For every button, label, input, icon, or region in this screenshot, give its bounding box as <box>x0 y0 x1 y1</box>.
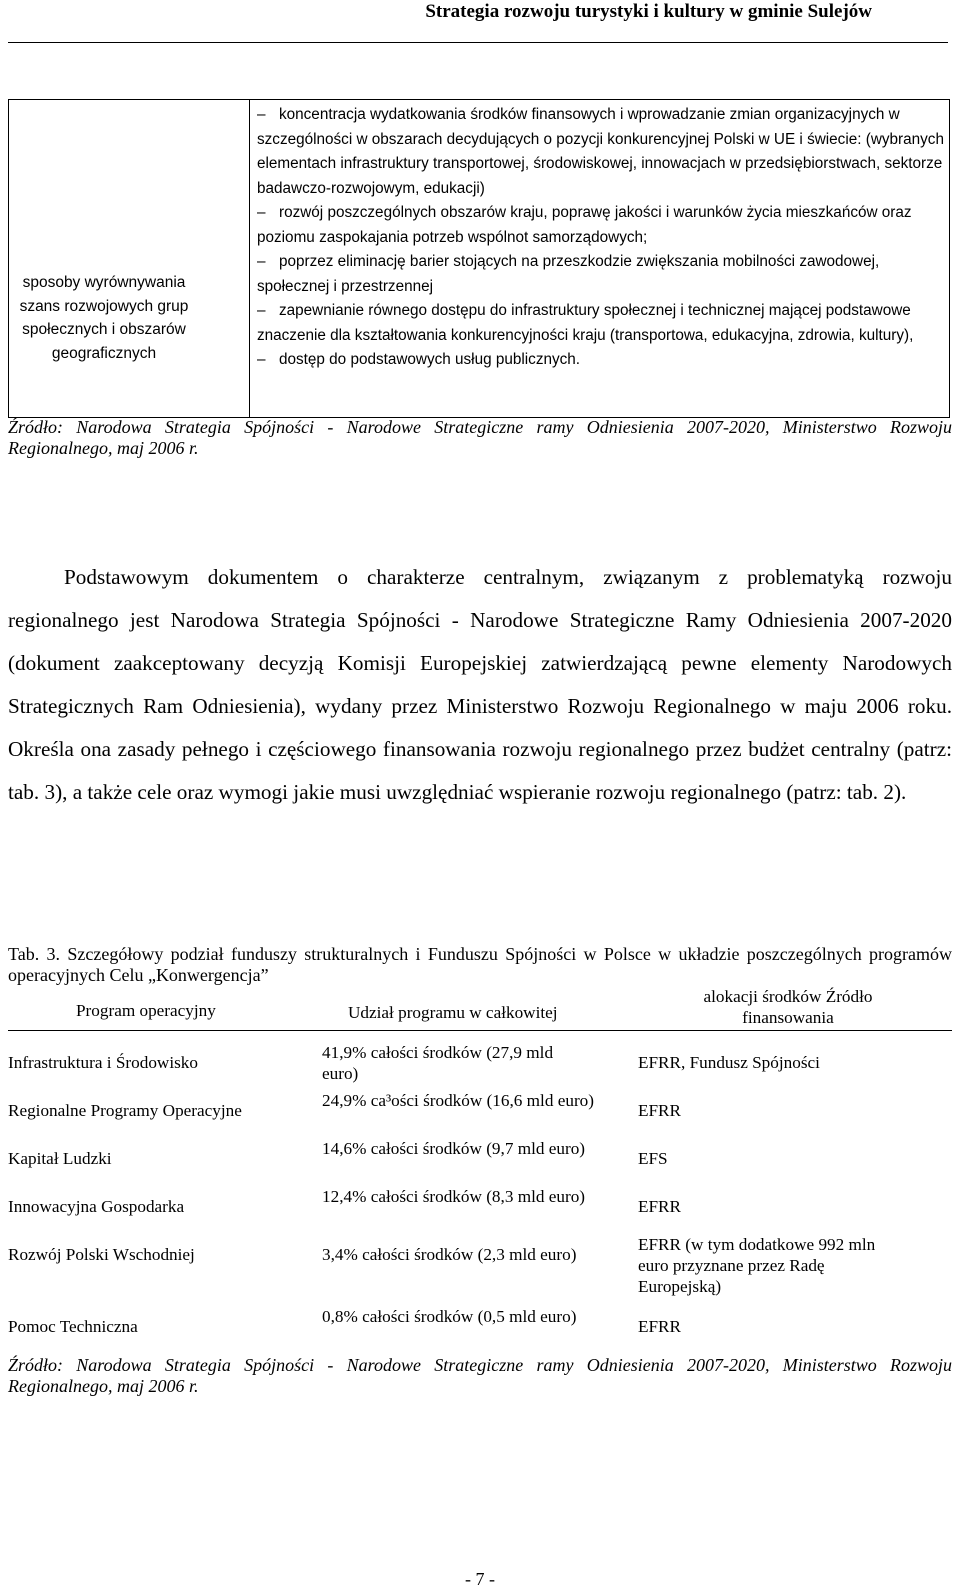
cell-program: Rozwój Polski Wschodniej <box>8 1245 195 1264</box>
dash-bullet: – <box>257 253 266 270</box>
running-header: Strategia rozwoju turystyki i kultury w gminie Sulejów <box>425 1 872 22</box>
cell-source: EFS <box>638 1149 668 1168</box>
cell-source: EFRR, Fundusz Spójności <box>638 1053 820 1072</box>
source-note: Źródło: Narodowa Strategia Spójności - Narodowe Strategiczne ramy Odniesienia 2007-2020, Ministerstwo Rozwoju Regionalnego, maj 2006 r. <box>8 417 952 458</box>
row-label: sposoby wyrównywania szans rozwojowych grup społecznych i obszarów geograficznych <box>19 274 189 362</box>
cell-share: 14,6% całości środków (9,7 mld euro) <box>322 1139 586 1158</box>
cell-share: 12,4% całości środków (8,3 mld euro) <box>322 1187 586 1206</box>
cell-source: EFRR (w tym dodatkowe 992 mln euro przyznane przez Radę Europejską) <box>638 1235 876 1296</box>
cell-share: 24,9% ca³ości środków (16,6 mld euro) <box>322 1091 594 1110</box>
cell-program: Kapitał Ludzki <box>8 1149 112 1168</box>
dash-bullet: – <box>257 106 266 123</box>
body-paragraph: Podstawowym dokumentem o charakterze centralnym, związanym z problematyką rozwoju regionalnego jest Narodowa Strategia Spójności - Narodowe Strategiczne Ramy Odniesienia 2007-2020 (dokument zaakceptowany decyzją Komisji Europejskiej zatwierdzającą pewne elementy Narodowych Strategicznych Ram Odniesienia), wydany przez Ministerstwo Rozwoju Regionalnego w maju 2006 roku. Określa ona zasady pełnego i częściowego finansowania rozwoju regionalnego przez budżet centralny (patrz: tab. 3), a także cele oraz wymogi jakie musi uwzględniać wspieranie rozwoju regionalnego (patrz: tab. 2). <box>8 565 952 804</box>
list-item: – poprzez eliminację barier stojących na przeszkodzie zwiększania mobilności zawodowej, społecznej i przestrzennej <box>257 250 947 299</box>
list-item: – rozwój poszczególnych obszarów kraju, poprawę jakości i warunków życia mieszkańców oraz poziomu zaspokajania potrzeb wspólnot samorządowych; <box>257 201 947 250</box>
cell-program: Regionalne Programy Operacyjne <box>8 1101 242 1120</box>
list-item: – koncentracja wydatkowania środków finansowych i wprowadzanie zmian organizacyjnych w szczególności w obszarach decydujących o pozycji konkurencyjnej Polski w UE i świecie: (wybranych elementach infrastruktury transportowej, środowiskowej, innowacjach w przedsiębiorstwach, sektorze badawczo-rozwojowym, edukacji) <box>257 103 947 201</box>
header-program: Program operacyjny <box>76 1001 216 1020</box>
dash-bullet: – <box>257 351 266 368</box>
cell-share: 41,9% całości środków (27,9 mld euro) <box>322 1043 554 1083</box>
table-row <box>8 1086 952 1134</box>
cell-source: EFRR <box>638 1197 681 1216</box>
table-row <box>8 1134 952 1182</box>
cell-share: 3,4% całości środków (2,3 mld euro) <box>322 1245 577 1264</box>
source-note: Źródło: Narodowa Strategia Spójności - Narodowe Strategiczne ramy Odniesienia 2007-2020, Ministerstwo Rozwoju Regionalnego, maj 2006 r. <box>8 1355 952 1396</box>
header-rule <box>8 42 948 43</box>
objectives-table <box>8 99 950 418</box>
header-rule <box>8 1030 952 1031</box>
cell-source: EFRR <box>638 1101 681 1120</box>
table-row <box>8 1302 952 1350</box>
header-source: alokacji środków Źródło finansowania <box>703 987 873 1027</box>
cell-program: Pomoc Techniczna <box>8 1317 138 1336</box>
table-column-divider <box>249 100 250 417</box>
objectives-list <box>257 103 947 373</box>
table-row <box>8 1038 952 1086</box>
cell-program: Infrastruktura i Środowisko <box>8 1053 198 1072</box>
table-caption: Tab. 3. Szczegółowy podział funduszy strukturalnych i Funduszu Spójności w Polsce w układzie poszczególnych programów operacyjnych Celu „Konwergencja” <box>8 944 952 985</box>
list-item: – dostęp do podstawowych usług publicznych. <box>257 348 947 373</box>
cell-program: Innowacyjna Gospodarka <box>8 1197 185 1216</box>
header-share: Udział programu w całkowitej <box>348 1003 558 1022</box>
cell-share: 0,8% całości środków (0,5 mld euro) <box>322 1307 577 1326</box>
cell-source: EFRR <box>638 1317 681 1336</box>
table-row <box>8 1182 952 1230</box>
list-item: – zapewnianie równego dostępu do infrastruktury społecznej i technicznej mającej podstawowe znaczenie dla kształtowania konkurencyjności kraju (transportowa, edukacyjna, zdrowia, kultury), <box>257 299 947 348</box>
table-header-row <box>8 986 952 1038</box>
dash-bullet: – <box>257 302 266 319</box>
page-number: - 7 - <box>465 1569 495 1589</box>
dash-bullet: – <box>257 204 266 221</box>
funds-table <box>8 986 952 1350</box>
table-row <box>8 1230 952 1302</box>
